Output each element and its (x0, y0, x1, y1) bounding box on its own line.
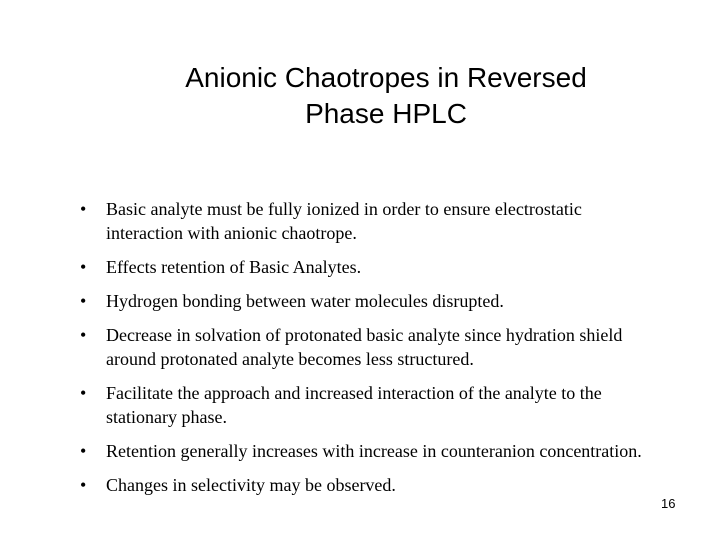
bullet-text-line: interaction with anionic chaotrope. (106, 223, 357, 243)
bullet-text-line: Hydrogen bonding between water molecules disrupted. (106, 291, 504, 311)
bullet-list (80, 197, 705, 507)
bullet-text-line: around protonated analyte becomes less structured. (106, 349, 474, 369)
bullet-icon: • (80, 199, 87, 219)
bullet-icon: • (80, 475, 87, 495)
bullet-icon: • (80, 441, 87, 461)
bullet-item (80, 473, 705, 497)
slide-title-line-1: Anionic Chaotropes in Reversed (185, 62, 587, 93)
page-number: 16 (661, 496, 676, 511)
bullet-icon: • (80, 291, 87, 311)
bullet-item (80, 439, 705, 463)
bullet-text-line: Retention generally increases with increase in counteranion concentration. (106, 441, 642, 461)
bullet-item (80, 197, 705, 245)
bullet-icon: • (80, 257, 87, 277)
slide-title-line-2: Phase HPLC (305, 98, 467, 129)
slide-title (0, 60, 720, 132)
bullet-text-line: Effects retention of Basic Analytes. (106, 257, 362, 277)
bullet-text-line: stationary phase. (106, 407, 227, 427)
bullet-text-line: Decrease in solvation of protonated basic analyte since hydration shield (106, 325, 623, 345)
bullet-item (80, 255, 705, 279)
bullet-item (80, 381, 705, 429)
bullet-text-line: Facilitate the approach and increased interaction of the analyte to the (106, 383, 602, 403)
bullet-icon: • (80, 325, 87, 345)
bullet-item (80, 323, 705, 371)
bullet-item (80, 289, 705, 313)
bullet-text-line: Basic analyte must be fully ionized in order to ensure electrostatic (106, 199, 582, 219)
bullet-text-line: Changes in selectivity may be observed. (106, 475, 396, 495)
bullet-icon: • (80, 383, 87, 403)
